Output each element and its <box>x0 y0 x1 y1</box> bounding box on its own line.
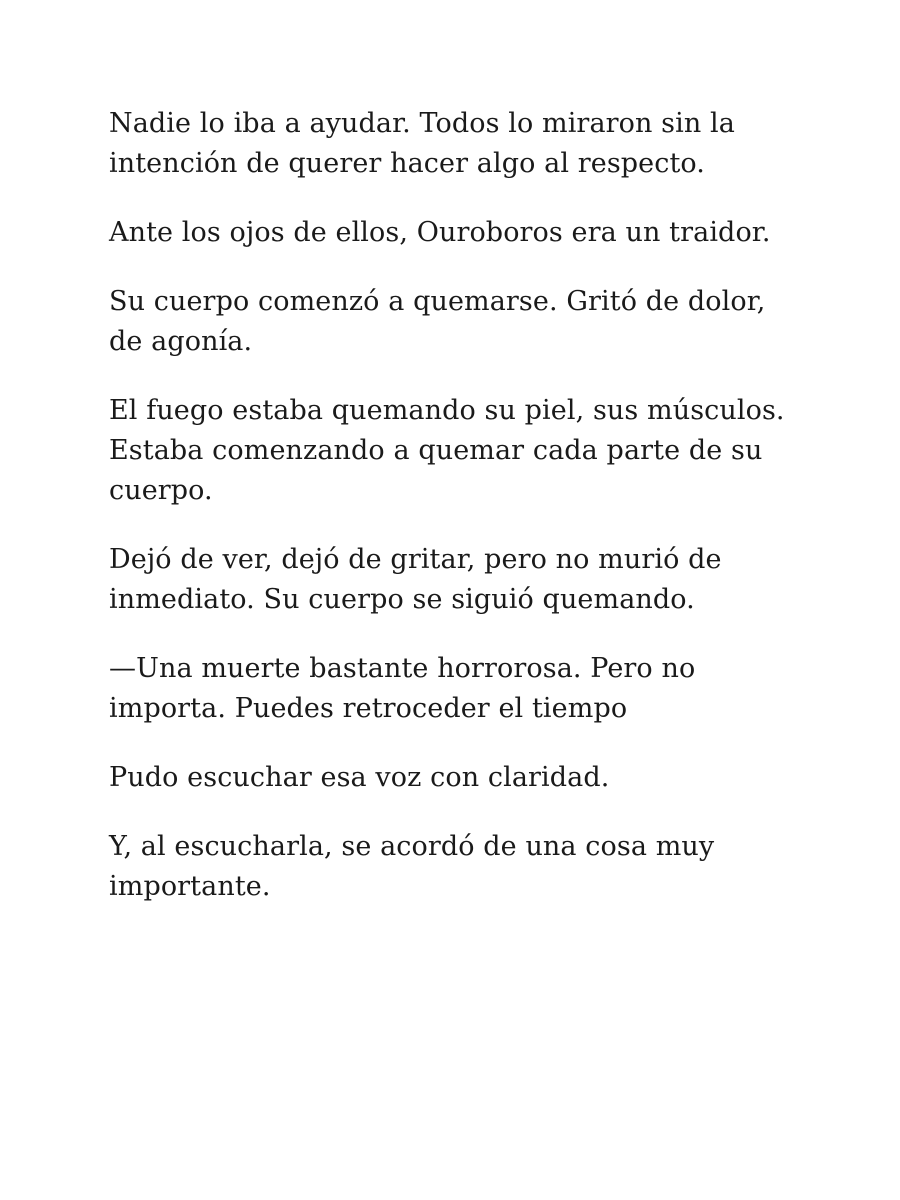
text-line: —Una muerte bastante horrorosa. Pero no <box>109 653 696 684</box>
paragraph-6 <box>109 649 809 729</box>
text-line: El fuego estaba quemando su piel, sus músculos. <box>109 395 785 426</box>
text-line: de agonía. <box>109 326 253 357</box>
paragraph-7 <box>109 758 809 798</box>
text-line: Su cuerpo comenzó a quemarse. Gritó de dolor, <box>109 286 766 317</box>
paragraph-5 <box>109 540 809 620</box>
text-line: Y, al escucharla, se acordó de una cosa muy <box>109 831 715 862</box>
text-line: importa. Puedes retroceder el tiempo <box>109 693 628 724</box>
paragraph-4 <box>109 391 809 511</box>
text-line: Estaba comenzando a quemar cada parte de su <box>109 435 763 466</box>
text-line: importante. <box>109 871 271 902</box>
paragraph-8 <box>109 827 809 907</box>
text-line: Ante los ojos de ellos, Ouroboros era un traidor. <box>109 217 771 248</box>
text-line: cuerpo. <box>109 475 213 506</box>
paragraph-2 <box>109 213 809 253</box>
text-line: intención de querer hacer algo al respecto. <box>109 148 705 179</box>
paragraph-3 <box>109 282 809 362</box>
text-line: Pudo escuchar esa voz con claridad. <box>109 762 610 793</box>
text-line: Dejó de ver, dejó de gritar, pero no murió de <box>109 544 722 575</box>
text-line: inmediato. Su cuerpo se siguió quemando. <box>109 584 695 615</box>
text-line: Nadie lo iba a ayudar. Todos lo miraron sin la <box>109 108 735 139</box>
document-page <box>109 104 809 936</box>
paragraph-1 <box>109 104 809 184</box>
